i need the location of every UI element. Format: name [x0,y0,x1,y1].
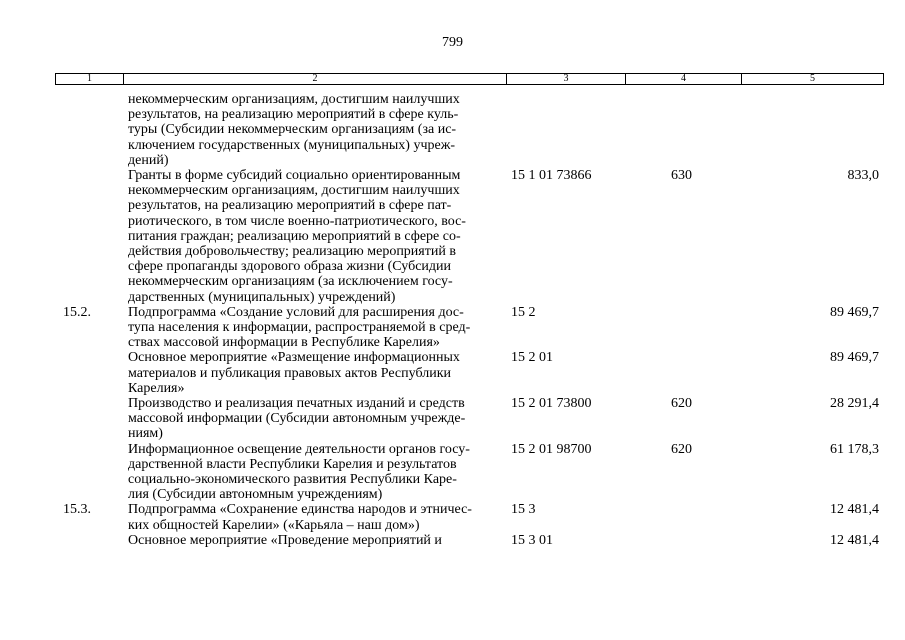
row-code: 15 2 01 98700 [511,441,592,457]
description-line: Информационное освещение деятельности органов госу- [128,441,470,457]
description-line: ключением государственных (муниципальных) учреж- [128,137,456,153]
table-row [55,502,884,532]
table-body [55,92,884,548]
description-line: результатов, на реализацию мероприятий в сфере пат- [128,198,452,214]
row-amount: 12 481,4 [830,502,879,518]
row-code: 15 2 [511,304,536,320]
row-code: 15 2 01 [511,350,553,366]
header-col-1: 1 [56,74,124,84]
description-line: социально-экономического развития Республики Каре- [128,472,457,488]
row-expense-type: 620 [671,396,692,412]
row-description [128,305,498,351]
table-header [55,73,884,85]
row-code: 15 2 01 73800 [511,396,592,412]
description-line: Гранты в форме субсидий социально ориентированным [128,168,461,184]
row-amount: 12 481,4 [830,532,879,548]
row-description [128,92,498,168]
description-line: Подпрограмма «Создание условий для расширения дос- [128,304,464,320]
row-description [128,396,498,442]
row-description [128,442,498,503]
row-description [128,168,498,305]
description-line: Основное мероприятие «Проведение мероприятий и [128,532,442,548]
row-amount: 833,0 [847,168,879,184]
description-line: питания граждан; реализацию мероприятий в сфере со- [128,228,461,244]
row-expense-type: 630 [671,168,692,184]
description-line: Основное мероприятие «Размещение информационных [128,350,460,366]
row-amount: 89 469,7 [830,350,879,366]
description-line: ниям) [128,426,163,442]
row-code: 15 3 [511,502,536,518]
table-row [55,92,884,168]
header-col-3: 3 [507,74,626,84]
description-line: туры (Субсидии некоммерческим организациям (за ис- [128,122,457,138]
header-col-4: 4 [626,74,742,84]
header-col-2: 2 [124,74,507,84]
row-description [128,533,498,548]
row-expense-type: 620 [671,441,692,457]
row-number: 15.2. [63,304,91,320]
description-line: дарственной власти Республики Карелия и результатов [128,456,457,472]
row-number: 15.3. [63,502,91,518]
description-line: лия (Субсидии автономным учреждениям) [128,487,383,503]
row-description [128,350,498,396]
row-amount: 89 469,7 [830,304,879,320]
description-line: некоммерческим организациям, достигшим наилучших [128,92,460,107]
table-row [55,396,884,442]
description-line: результатов, на реализацию мероприятий в сфере куль- [128,107,459,123]
row-amount: 61 178,3 [830,441,879,457]
description-line: массовой информации (Субсидии автономным учрежде- [128,411,466,427]
description-line: Производство и реализация печатных изданий и средств [128,396,465,412]
table-row [55,533,884,548]
description-line: дений) [128,152,169,168]
description-line: Карелия» [128,380,185,396]
row-description [128,502,498,532]
row-code: 15 3 01 [511,532,553,548]
table-row [55,168,884,305]
description-line: материалов и публикация правовых актов Республики [128,365,451,381]
description-line: риотического, в том числе военно-патриотического, вос- [128,213,466,229]
description-line: ствах массовой информации в Республике Карелия» [128,335,440,351]
description-line: дарственных (муниципальных) учреждений) [128,289,396,305]
table-row [55,442,884,503]
description-line: Подпрограмма «Сохранение единства народов и этничес- [128,502,472,518]
page-number: 799 [442,35,463,50]
description-line: действия добровольчеству; реализацию мероприятий в [128,244,456,260]
table-row [55,305,884,351]
description-line: тупа населения к информации, распространяемой в сред- [128,320,471,336]
description-line: ких общностей Карелии» («Карьяла – наш дом») [128,517,420,533]
table-row [55,350,884,396]
row-code: 15 1 01 73866 [511,168,592,184]
row-amount: 28 291,4 [830,396,879,412]
description-line: сфере пропаганды здорового образа жизни (Субсидии [128,259,452,275]
header-col-5: 5 [810,73,815,84]
description-line: некоммерческим организациям, достигшим наилучших [128,183,460,199]
description-line: некоммерческим организациям (за исключением госу- [128,274,453,290]
